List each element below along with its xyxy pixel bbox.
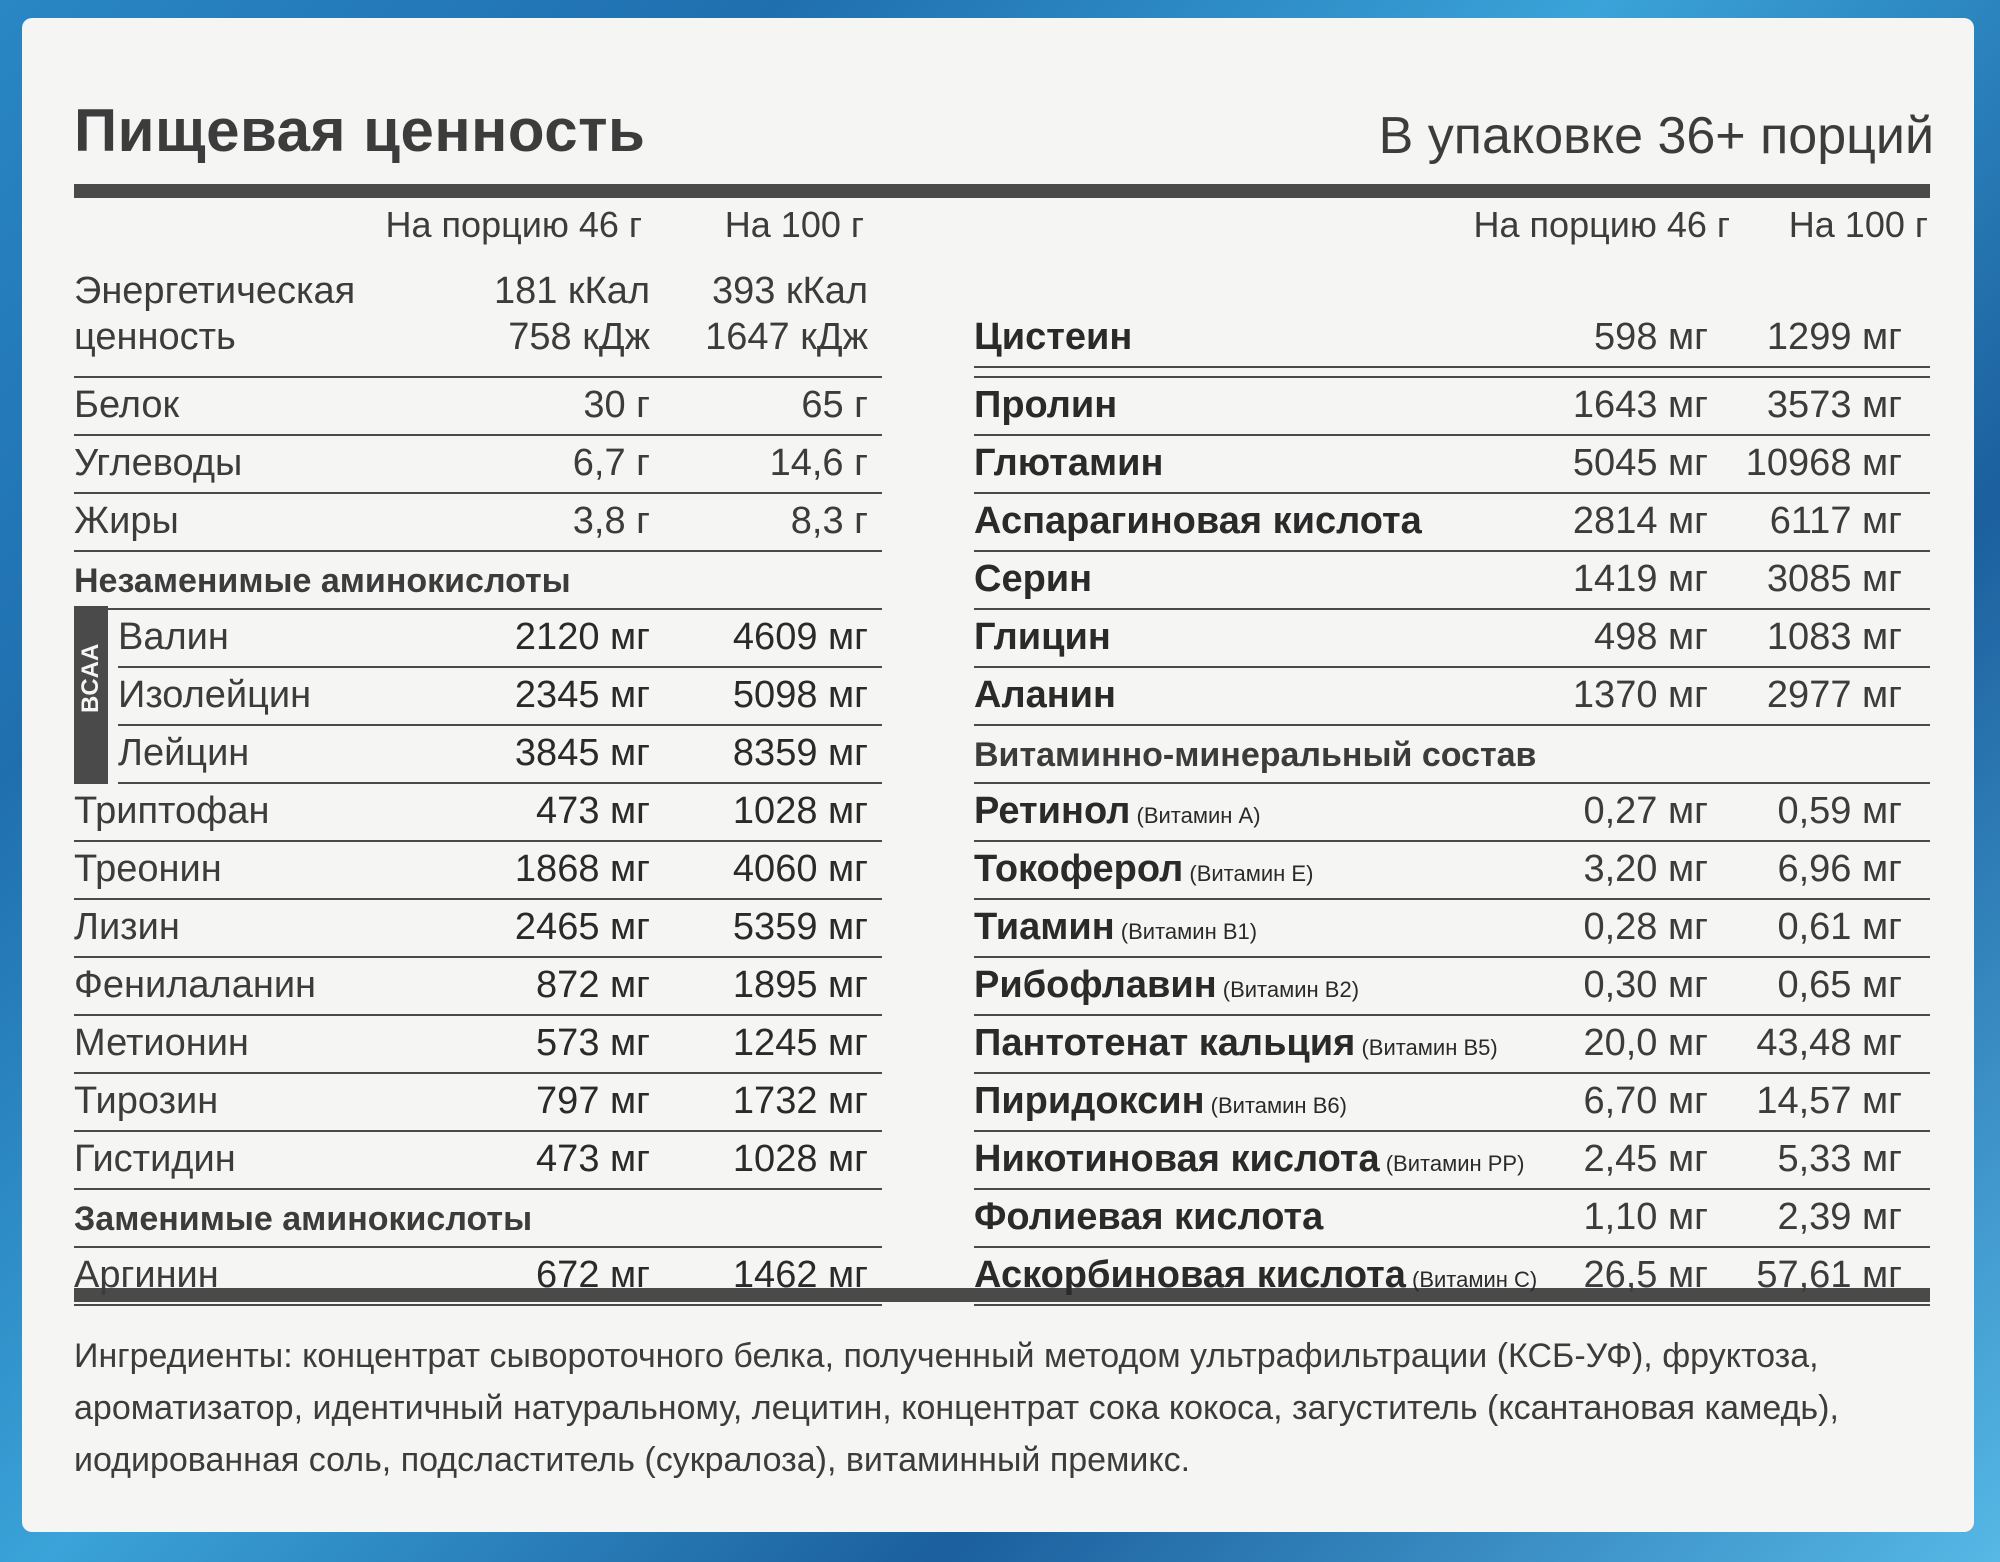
row-serving-value: 0,28 мг <box>1583 906 1708 948</box>
ingredients-text: Ингредиенты: концентрат сывороточного белка, полученный методом ультрафильтрации (КСБ-УФ), фруктоза, ароматизатор, идентичный натуральному, лецитин, концентрат сока кокоса, загуститель (ксантановая камедь), иодированная соль, подсластитель (сукралоза), витаминный премикс. <box>74 1337 1839 1479</box>
row-label: Лейцин <box>118 732 250 774</box>
row-divider <box>974 608 1930 610</box>
row-divider <box>74 1130 882 1132</box>
row-per100-value: 0,61 мг <box>1777 906 1902 948</box>
row-per100-value: 1299 мг <box>1766 316 1902 358</box>
row-label <box>974 316 1132 359</box>
row-label <box>974 1138 1524 1181</box>
row-serving-value: 2120 мг <box>514 616 650 658</box>
row-label <box>974 616 1111 659</box>
row-serving-value: 3845 мг <box>514 732 650 774</box>
row-per100-value: 1083 мг <box>1766 616 1902 658</box>
row-per100-value: 10968 мг <box>1745 442 1902 484</box>
row-divider <box>118 666 882 668</box>
row-divider <box>974 492 1930 494</box>
row-label-name: Аспарагиновая кислота <box>974 500 1422 542</box>
row-divider <box>74 956 882 958</box>
row-serving-value: 1,10 мг <box>1583 1196 1708 1238</box>
row-per100-value: 1028 мг <box>732 790 868 832</box>
energy-per100-kj: 1647 кДж <box>705 316 868 358</box>
row-label: Лизин <box>74 906 180 948</box>
row-divider <box>74 840 882 842</box>
energy-per100-kcal: 393 кКал <box>711 270 868 312</box>
row-divider <box>974 1188 1930 1190</box>
row-serving-value: 3,20 мг <box>1583 848 1708 890</box>
row-per100-value: 14,6 г <box>769 442 868 484</box>
row-serving-value: 3,8 г <box>572 500 650 542</box>
row-label-name: Пролин <box>974 384 1118 426</box>
row-label-name: Аскорбиновая кислота <box>974 1254 1406 1296</box>
row-serving-value: 872 мг <box>536 964 650 1006</box>
row-label-name: Фолиевая кислота <box>974 1196 1324 1238</box>
row-serving-value: 797 мг <box>536 1080 650 1122</box>
row-divider <box>74 550 882 552</box>
row-divider <box>118 782 882 784</box>
energy-label: ценность <box>74 316 236 358</box>
row-divider <box>974 782 1930 784</box>
row-label-name: Цистеин <box>974 316 1133 358</box>
row-label: Белок <box>74 384 180 426</box>
row-serving-value: 2465 мг <box>514 906 650 948</box>
section-title-nonessential: Заменимые аминокислоты <box>74 1200 533 1238</box>
row-label: Треонин <box>74 848 222 890</box>
header-per-serving-left: На порцию 46 г <box>385 204 642 245</box>
row-label <box>974 1254 1537 1297</box>
row-serving-value: 6,7 г <box>572 442 650 484</box>
row-serving-value: 2345 мг <box>514 674 650 716</box>
row-divider <box>974 898 1930 900</box>
row-label-name: Глютамин <box>974 442 1164 484</box>
row-label: Метионин <box>74 1022 249 1064</box>
row-per100-value: 3573 мг <box>1766 384 1902 426</box>
row-label: Аргинин <box>74 1254 219 1296</box>
row-divider <box>974 434 1930 436</box>
row-label: Триптофан <box>74 790 270 832</box>
row-label <box>974 674 1116 717</box>
row-label-name: Аланин <box>974 674 1116 716</box>
row-label <box>974 964 1359 1007</box>
nutrition-label-panel <box>22 18 1974 1532</box>
row-label: Фенилаланин <box>74 964 317 1006</box>
row-per100-value: 1462 мг <box>732 1254 868 1296</box>
row-divider <box>74 1304 882 1306</box>
row-label-name: Пантотенат кальция <box>974 1022 1356 1064</box>
row-divider <box>974 1072 1930 1074</box>
row-serving-value: 573 мг <box>536 1022 650 1064</box>
row-serving-value: 473 мг <box>536 1138 650 1180</box>
row-label: Валин <box>118 616 229 658</box>
vitamin-note: (Витамин В5) <box>1355 1035 1498 1060</box>
row-per100-value: 0,65 мг <box>1777 964 1902 1006</box>
row-divider <box>74 1246 882 1248</box>
row-label <box>974 442 1163 485</box>
row-divider <box>974 724 1930 726</box>
row-divider <box>974 956 1930 958</box>
row-label-name: Пиридоксин <box>974 1080 1205 1122</box>
row-label-name: Глицин <box>974 616 1111 658</box>
row-per100-value: 0,59 мг <box>1777 790 1902 832</box>
row-per100-value: 2,39 мг <box>1777 1196 1902 1238</box>
row-label: Изолейцин <box>118 674 312 716</box>
row-divider <box>974 366 1930 368</box>
header-per-100-left: На 100 г <box>724 204 864 245</box>
energy-serving-kcal: 181 кКал <box>493 270 650 312</box>
row-serving-value: 1419 мг <box>1572 558 1708 600</box>
row-serving-value: 473 мг <box>536 790 650 832</box>
row-divider <box>974 840 1930 842</box>
row-serving-value: 1370 мг <box>1572 674 1708 716</box>
row-serving-value: 2,45 мг <box>1583 1138 1708 1180</box>
energy-serving-kj: 758 кДж <box>508 316 650 358</box>
row-label <box>974 384 1117 427</box>
row-divider <box>74 1072 882 1074</box>
row-label: Углеводы <box>74 442 243 484</box>
row-divider <box>74 1014 882 1016</box>
servings-info: В упаковке 36+ порций <box>1378 107 1934 165</box>
row-label: Гистидин <box>74 1138 236 1180</box>
row-label <box>974 1196 1323 1239</box>
row-divider <box>118 724 882 726</box>
row-serving-value: 672 мг <box>536 1254 650 1296</box>
row-divider <box>974 1014 1930 1016</box>
row-per100-value: 6,96 мг <box>1777 848 1902 890</box>
row-divider <box>974 376 1930 378</box>
vitamin-note: (Витамин В2) <box>1216 977 1360 1002</box>
row-per100-value: 5359 мг <box>732 906 868 948</box>
vitamin-note: (Витамин В1) <box>1114 919 1258 944</box>
row-serving-value: 20,0 мг <box>1583 1022 1708 1064</box>
row-label <box>974 906 1257 949</box>
row-label <box>974 848 1313 891</box>
row-label-name: Рибофлавин <box>974 964 1217 1006</box>
row-label-name: Никотиновая кислота <box>974 1138 1380 1180</box>
vitamin-note: (Витамин Е) <box>1183 861 1314 886</box>
row-per100-value: 8359 мг <box>732 732 868 774</box>
row-per100-value: 5,33 мг <box>1777 1138 1902 1180</box>
row-label <box>974 558 1092 601</box>
top-rule <box>74 184 1930 198</box>
row-divider <box>74 492 882 494</box>
row-per100-value: 1732 мг <box>732 1080 868 1122</box>
row-per100-value: 3085 мг <box>1766 558 1902 600</box>
row-label: Жиры <box>74 500 179 542</box>
row-per100-value: 57,61 мг <box>1756 1254 1902 1296</box>
row-per100-value: 43,48 мг <box>1756 1022 1902 1064</box>
section-title-vitamins: Витаминно-минеральный состав <box>974 736 1537 774</box>
header-per-100-right: На 100 г <box>1788 204 1928 245</box>
row-serving-value: 598 мг <box>1594 316 1708 358</box>
vitamin-note: (Витамин С) <box>1405 1267 1538 1292</box>
row-divider <box>74 1188 882 1190</box>
vitamin-note: (Витамин РР) <box>1379 1151 1525 1176</box>
row-label-name: Ретинол <box>974 790 1131 832</box>
row-per100-value: 2977 мг <box>1766 674 1902 716</box>
row-serving-value: 0,30 мг <box>1583 964 1708 1006</box>
row-label: Тирозин <box>74 1080 219 1122</box>
row-per100-value: 1028 мг <box>732 1138 868 1180</box>
row-serving-value: 498 мг <box>1594 616 1708 658</box>
row-serving-value: 0,27 мг <box>1583 790 1708 832</box>
row-per100-value: 5098 мг <box>732 674 868 716</box>
row-label <box>974 500 1422 543</box>
page-title: Пищевая ценность <box>74 97 646 164</box>
row-divider <box>74 434 882 436</box>
energy-label: Энергетическая <box>74 270 356 312</box>
row-divider <box>974 1246 1930 1248</box>
row-per100-value: 65 г <box>801 384 868 426</box>
row-divider <box>974 1130 1930 1132</box>
header-per-serving-right: На порцию 46 г <box>1473 204 1730 245</box>
row-per100-value: 4060 мг <box>732 848 868 890</box>
row-label <box>974 790 1261 833</box>
row-per100-value: 6117 мг <box>1769 500 1902 542</box>
vitamin-note: (Витамин В6) <box>1204 1093 1347 1118</box>
row-per100-value: 14,57 мг <box>1756 1080 1902 1122</box>
row-label <box>974 1080 1347 1123</box>
row-per100-value: 4609 мг <box>732 616 868 658</box>
row-divider <box>74 376 882 378</box>
row-serving-value: 2814 мг <box>1572 500 1708 542</box>
row-label-name: Тиамин <box>974 906 1115 948</box>
row-per100-value: 1895 мг <box>732 964 868 1006</box>
row-serving-value: 1643 мг <box>1572 384 1708 426</box>
row-divider <box>974 550 1930 552</box>
row-label <box>974 1022 1498 1065</box>
vitamin-note: (Витамин А) <box>1130 803 1261 828</box>
bcaa-label: BCAA <box>77 643 104 713</box>
row-label-name: Токоферол <box>974 848 1184 890</box>
row-serving-value: 5045 мг <box>1572 442 1708 484</box>
row-divider <box>974 666 1930 668</box>
row-serving-value: 30 г <box>583 384 650 426</box>
row-label-name: Серин <box>974 558 1093 600</box>
section-title-essential: Незаменимые аминокислоты <box>74 562 571 600</box>
row-divider <box>974 1304 1930 1306</box>
row-divider <box>74 608 882 610</box>
row-per100-value: 8,3 г <box>790 500 868 542</box>
row-divider <box>74 898 882 900</box>
row-serving-value: 6,70 мг <box>1583 1080 1708 1122</box>
row-per100-value: 1245 мг <box>732 1022 868 1064</box>
row-serving-value: 26,5 мг <box>1583 1254 1708 1296</box>
row-serving-value: 1868 мг <box>514 848 650 890</box>
